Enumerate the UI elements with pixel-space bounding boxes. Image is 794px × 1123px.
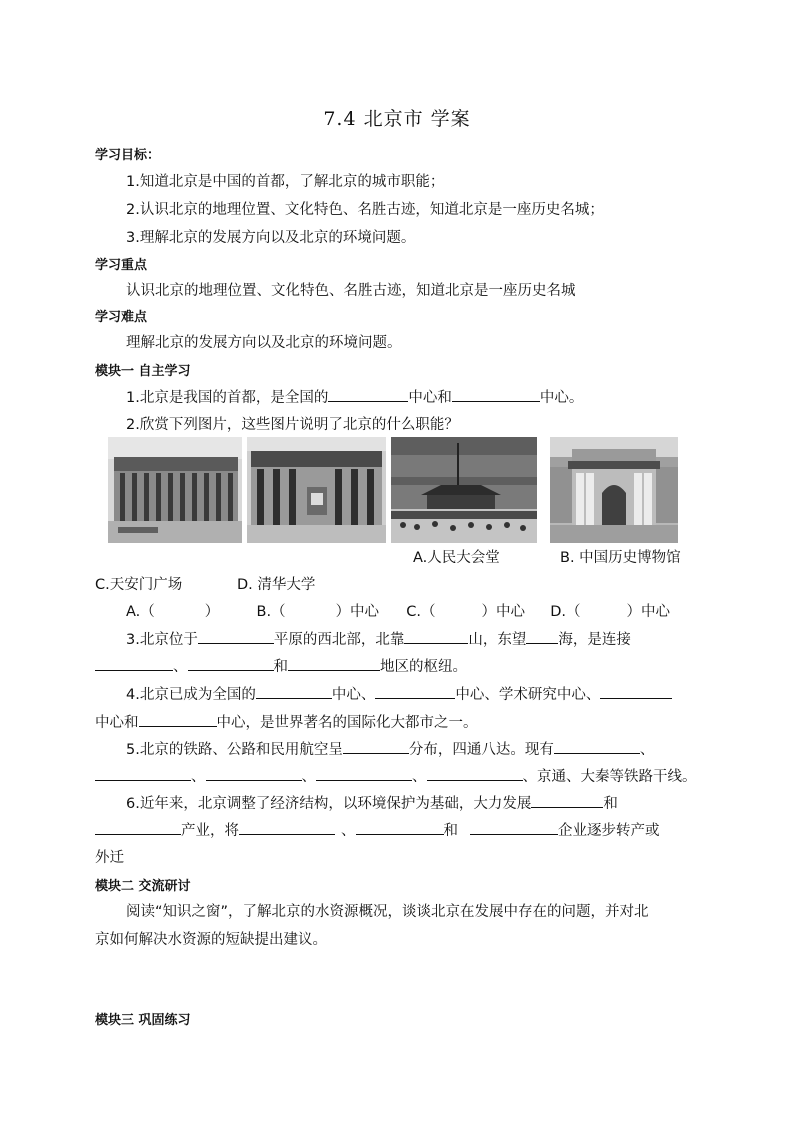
question-6-line2: 产业，将 、 和 企业逐步转产或 [95,819,660,840]
blank[interactable] [470,820,558,835]
question-5-line2: 、 、 、 、京通、大秦等铁路干线。 [95,765,697,786]
blank[interactable] [343,739,409,754]
question-6-line1: 6.近年来，北京调整了经济结构，以环境保护为基础，大力发展 和 [126,792,618,813]
objectives-heading: 学习目标： [95,148,161,163]
module1-heading: 模块一 自主学习 [95,364,191,379]
blank[interactable] [188,656,274,671]
blank[interactable] [554,739,640,754]
blank[interactable] [404,629,468,644]
module2-text-line2: 京如何解决水资源的短缺提出建议。 [95,932,327,948]
module3-heading: 模块三 巩固练习 [95,1013,191,1028]
question-5-line1: 5.北京的铁路、公路和民用航空呈 分布，四通八达。现有 、 [126,738,654,759]
blank[interactable] [288,656,380,671]
history-museum-photo [247,437,386,543]
module2-heading: 模块二 交流研讨 [95,879,191,894]
blank[interactable] [95,766,191,781]
blank[interactable] [95,656,173,671]
objective-1: 1.知道北京是中国的首都，了解北京的城市职能； [126,174,445,190]
module2-text-line1: 阅读“知识之窗”，了解北京的水资源概况，谈谈北京在发展中存在的问题，并对北 [126,904,649,920]
blank[interactable] [198,629,274,644]
blank[interactable] [328,387,408,402]
blank[interactable] [139,712,217,727]
question-6-line3: 外迁 [95,850,124,866]
caption-b: B. 中国历史博物馆 [560,550,681,566]
blank[interactable] [206,766,302,781]
blank[interactable] [95,820,181,835]
blank[interactable] [316,766,412,781]
blank[interactable] [452,387,540,402]
objective-3: 3.理解北京的发展方向以及北京的环境问题。 [126,230,416,246]
objective-2: 2.认识北京的地理位置、文化特色、名胜古迹，知道北京是一座历史名城； [126,202,604,218]
blank[interactable] [239,820,335,835]
answer-row: A.（ ） B.（ ）中心 C.（ ）中心 D.（ ）中心 [126,604,671,620]
difficulties-heading: 学习难点 [95,310,148,325]
question-3-line1: 3.北京位于 平原的西北部，北靠 山，东望 海，是连接 [126,628,631,649]
blank[interactable] [600,684,672,699]
question-2: 2.欣赏下列图片，这些图片说明了北京的什么职能？ [126,417,459,433]
question-3-line2: 、 和 地区的枢纽。 [95,655,467,676]
tsinghua-gate-photo [550,437,678,543]
caption-a: A.人民大会堂 [413,550,500,566]
blank[interactable] [375,684,455,699]
key-points-heading: 学习重点 [95,258,148,273]
question-1: 1.北京是我国的首都，是全国的 中心和 中心。 [126,386,583,407]
caption-c: C.天安门广场 [95,577,183,593]
page-title: 7.4 北京市 学案 [323,108,471,130]
blank[interactable] [531,793,603,808]
photo-row [108,437,678,545]
great-hall-photo [108,437,242,543]
blank[interactable] [526,629,558,644]
caption-d: D. 清华大学 [237,577,316,593]
blank[interactable] [356,820,444,835]
difficulties-text: 理解北京的发展方向以及北京的环境问题。 [126,335,402,351]
question-4-line1: 4.北京已成为全国的 中心、 中心、学术研究中心、 [126,683,672,704]
blank[interactable] [256,684,332,699]
blank[interactable] [427,766,523,781]
key-points-text: 认识北京的地理位置、文化特色、名胜古迹，知道北京是一座历史名城 [126,283,576,299]
tiananmen-square-photo [391,437,537,543]
question-4-line2: 中心和 中心，是世界著名的国际化大都市之一。 [95,711,478,732]
